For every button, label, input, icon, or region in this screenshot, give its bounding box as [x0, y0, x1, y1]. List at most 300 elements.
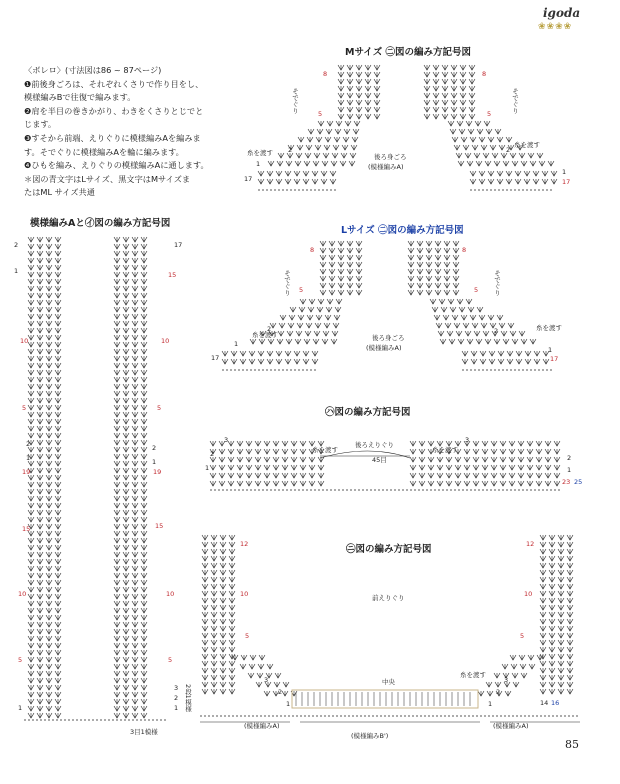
row-number: 8	[323, 70, 328, 78]
row-number: 10	[20, 337, 29, 345]
stitch-row	[114, 279, 147, 284]
stitch-row	[114, 482, 147, 487]
stitch-row	[456, 153, 543, 158]
stitch-row	[28, 636, 61, 641]
stitch-row	[114, 468, 147, 473]
stitch-row	[114, 265, 147, 270]
stitch-row	[540, 591, 573, 596]
stitch-row	[432, 307, 483, 312]
brand-logo: igoda	[543, 6, 581, 20]
stitch-row	[28, 447, 61, 452]
stitch-row	[202, 577, 235, 582]
row-number: 3	[504, 676, 509, 684]
stitch-row	[540, 584, 573, 589]
stitch-row	[202, 640, 235, 645]
stitch-row	[540, 689, 573, 694]
stitch-row	[210, 481, 324, 486]
stitch-row	[250, 339, 337, 344]
stitch-row	[202, 542, 235, 547]
stitch-row	[424, 65, 475, 70]
stitch-row	[28, 496, 61, 501]
stitch-row	[438, 331, 525, 336]
stitch-row	[28, 265, 61, 270]
row-number: 3	[264, 676, 269, 684]
stitch-row	[114, 244, 147, 249]
instruction-line: ❶前後身ごろは、それぞれくさりで作り目をし、	[24, 78, 204, 89]
row-number: 12	[526, 540, 535, 548]
diagram-ni-middle-label: 中央	[382, 678, 395, 686]
stitch-row	[540, 563, 573, 568]
row-number: 1	[18, 704, 23, 712]
stitch-row	[114, 573, 147, 578]
stitch-row	[114, 363, 147, 368]
stitch-row	[28, 517, 61, 522]
stitch-row	[114, 559, 147, 564]
row-number: 1	[548, 346, 553, 354]
stitch-row	[540, 668, 573, 673]
stitch-row	[408, 262, 459, 267]
stitch-row	[114, 601, 147, 606]
stitch-row	[114, 426, 147, 431]
stitch-row	[540, 577, 573, 582]
row-number: 23	[562, 478, 571, 486]
stitch-row	[114, 433, 147, 438]
row-number: 17	[550, 355, 559, 363]
stitch-row	[338, 86, 380, 91]
stitch-row	[540, 598, 573, 603]
stitch-row	[320, 269, 362, 274]
bracket-row: 3	[174, 684, 179, 692]
stitch-row	[28, 713, 61, 718]
stitch-row	[210, 449, 324, 454]
stitch-row	[540, 640, 573, 645]
stitch-row	[202, 654, 235, 659]
stitch-row	[28, 510, 61, 515]
row-number: 1	[14, 267, 19, 275]
row-number: 10	[18, 590, 27, 598]
stitch-row	[28, 405, 61, 410]
stitch-row	[240, 664, 273, 669]
row-number: 8	[310, 246, 315, 254]
stitch-row	[114, 713, 147, 718]
stitch-row	[28, 503, 61, 508]
row-number: 1	[205, 464, 210, 472]
stitch-row	[28, 370, 61, 375]
stitch-row	[494, 673, 527, 678]
stitch-row	[28, 475, 61, 480]
row-number: 10	[161, 337, 170, 345]
stitch-row	[540, 626, 573, 631]
row-number: 15	[168, 271, 177, 279]
stitch-row	[502, 664, 535, 669]
diagram-ha-thread-label: 糸を渡す	[312, 446, 338, 454]
row-number: 5	[168, 656, 173, 664]
stitch-row	[114, 237, 147, 242]
stitch-row	[28, 608, 61, 613]
row-number: 2	[496, 688, 501, 696]
stitch-row	[202, 612, 235, 617]
stitch-row	[28, 622, 61, 627]
stitch-row	[202, 675, 235, 680]
stitch-row	[458, 161, 554, 166]
row-number: 5	[18, 656, 23, 664]
stitch-row	[114, 587, 147, 592]
diagram-ha-thread-label-right: 糸を渡す	[432, 446, 458, 454]
stitch-row	[28, 314, 61, 319]
row-number: 2	[210, 450, 215, 458]
stitch-row	[202, 647, 235, 652]
row-number: 14	[540, 699, 549, 707]
bracket-label: 2段1模様	[184, 684, 192, 712]
stitch-row	[114, 685, 147, 690]
stitch-row	[114, 538, 147, 543]
stitch-row	[478, 691, 511, 696]
stitch-row	[114, 293, 147, 298]
stitch-row	[202, 626, 235, 631]
stitch-row	[202, 689, 235, 694]
stitch-row	[114, 258, 147, 263]
stitch-row	[202, 668, 235, 673]
stitch-row	[202, 598, 235, 603]
stitch-row	[114, 622, 147, 627]
stitch-row	[28, 363, 61, 368]
stitch-row	[114, 307, 147, 312]
stitch-row	[320, 262, 362, 267]
stitch-row	[114, 272, 147, 277]
row-number: 17	[174, 241, 183, 249]
stitch-row	[408, 255, 459, 260]
row-number: 19	[153, 468, 162, 476]
stitch-row	[28, 699, 61, 704]
stitch-row	[28, 601, 61, 606]
row-number: 2	[288, 146, 293, 154]
stitch-row	[268, 161, 355, 166]
stitch-row	[114, 566, 147, 571]
stitch-row	[28, 538, 61, 543]
row-number: 5	[318, 110, 323, 118]
stitch-row	[28, 328, 61, 333]
diagram-ni-pattern-b: (模様編みB')	[351, 732, 389, 740]
stitch-row	[280, 315, 340, 320]
stitch-row	[114, 580, 147, 585]
stitch-row	[28, 412, 61, 417]
instruction-line: 模様編みBで往復で編みます。	[24, 92, 136, 103]
stitch-row	[540, 654, 573, 659]
stitch-row	[114, 678, 147, 683]
diagram-ni-pattern-a-left: (模様編みA)	[244, 722, 280, 730]
row-number: 8	[482, 70, 487, 78]
stitch-row	[320, 248, 362, 253]
stitch-row	[202, 535, 235, 540]
row-number: 1	[286, 700, 291, 708]
stitch-row	[28, 272, 61, 277]
stitch-row	[28, 307, 61, 312]
stitch-row	[28, 706, 61, 711]
stitch-row	[114, 398, 147, 403]
stitch-row	[28, 258, 61, 263]
stitch-row	[28, 573, 61, 578]
stitch-row	[540, 542, 573, 547]
stitch-row	[114, 321, 147, 326]
stitch-row	[410, 481, 560, 486]
stitch-row	[28, 398, 61, 403]
row-number: 3	[465, 436, 470, 444]
row-number: 2	[152, 444, 157, 452]
stitch-row	[202, 549, 235, 554]
stitch-row	[114, 300, 147, 305]
row-number: 17	[244, 175, 253, 183]
stitch-row	[114, 405, 147, 410]
diagram-l-title: Lサイズ ㊁図の編み方記号図	[341, 225, 464, 236]
stitch-row	[222, 351, 318, 356]
instruction-line: 〈ボレロ〉(寸法図は86 ~ 87ページ)	[24, 65, 162, 75]
diagram-ha-center-label: 後ろえりぐり	[355, 441, 394, 449]
row-number: 2	[567, 454, 572, 462]
stitch-row	[28, 685, 61, 690]
stitch-row	[256, 682, 289, 687]
stitch-row	[338, 72, 380, 77]
row-number: 8	[462, 246, 467, 254]
stitch-row	[320, 255, 362, 260]
row-number: 17	[562, 178, 571, 186]
instruction-line: す。そでぐりに模様編みAを輪に編みます。	[24, 146, 184, 157]
stitch-row	[202, 605, 235, 610]
stitch-row	[28, 664, 61, 669]
stitch-row	[28, 692, 61, 697]
stitch-row	[28, 559, 61, 564]
stitch-row	[408, 269, 459, 274]
stitch-row	[320, 283, 362, 288]
diagram-ni-center-label: 前えりぐり	[372, 594, 405, 602]
stitch-row	[28, 468, 61, 473]
stitch-row	[258, 171, 336, 176]
stitch-row	[114, 629, 147, 634]
stitch-row	[114, 419, 147, 424]
diagram-ha-count-label: 45目	[372, 456, 387, 464]
stitch-row	[338, 93, 380, 98]
stitch-row	[114, 377, 147, 382]
stitch-row	[462, 359, 549, 364]
stitch-row	[258, 179, 336, 184]
stitch-row	[114, 608, 147, 613]
row-number: 2	[278, 688, 283, 696]
stitch-row	[202, 661, 235, 666]
stitch-row	[222, 359, 318, 364]
stitch-row	[434, 315, 503, 320]
stitch-row	[28, 594, 61, 599]
row-number: 5	[487, 110, 492, 118]
stitch-row	[28, 580, 61, 585]
stitch-row	[114, 454, 147, 459]
stitch-row	[28, 531, 61, 536]
stitch-row	[486, 682, 519, 687]
stitch-row	[540, 535, 573, 540]
stitch-row	[28, 657, 61, 662]
stitch-row	[114, 286, 147, 291]
row-number: 2	[267, 325, 272, 333]
diagram-m-center-label: 後ろ身ごろ	[374, 153, 407, 161]
row-number: 15	[22, 525, 31, 533]
row-number: 12	[240, 540, 249, 548]
stitch-row	[202, 633, 235, 638]
row-number: 1	[234, 340, 239, 348]
stitch-row	[114, 552, 147, 557]
page-number: 85	[565, 738, 579, 751]
stitch-row	[424, 79, 475, 84]
stitch-row	[114, 328, 147, 333]
stitch-row	[114, 594, 147, 599]
row-number: 15	[155, 522, 164, 530]
stitch-row	[28, 251, 61, 256]
stitch-row	[28, 671, 61, 676]
stitch-row	[202, 619, 235, 624]
stitch-row	[470, 179, 557, 184]
stitch-row	[430, 299, 472, 304]
stitch-row	[540, 661, 573, 666]
stitch-row	[298, 137, 358, 142]
stitch-row	[114, 335, 147, 340]
stitch-row	[114, 692, 147, 697]
bracket-row: 1	[174, 704, 179, 712]
diagram-ha-title: ㋩図の編み方記号図	[325, 407, 411, 418]
stitch-row	[114, 524, 147, 529]
diagram-l-armhole-left: そでぐり	[283, 270, 291, 296]
stitch-row	[28, 454, 61, 459]
stitch-row	[114, 461, 147, 466]
stitch-row	[410, 473, 560, 478]
stitch-row	[28, 482, 61, 487]
stitch-row	[114, 475, 147, 480]
row-number-l: 25	[574, 478, 583, 486]
row-number: 2	[494, 327, 499, 335]
stitch-row	[202, 563, 235, 568]
stitch-row	[28, 461, 61, 466]
stitch-row	[28, 643, 61, 648]
stitch-row	[320, 276, 362, 281]
row-number: 2	[14, 241, 19, 249]
stitch-row	[202, 570, 235, 575]
row-number: 3	[224, 436, 229, 444]
stitch-row	[114, 706, 147, 711]
instruction-line: ＊図の青文字はLサイズ、黒文字はMサイズま	[24, 173, 191, 184]
stitch-row	[28, 615, 61, 620]
stitch-row	[28, 587, 61, 592]
row-number: 2	[506, 146, 511, 154]
stitch-row	[28, 650, 61, 655]
stitch-row	[320, 290, 362, 295]
stitch-row	[114, 496, 147, 501]
diagram-a-title: 模様編みAと㋑図の編み方記号図	[30, 218, 171, 229]
stitch-row	[114, 447, 147, 452]
stitch-row	[114, 349, 147, 354]
stitch-row	[114, 370, 147, 375]
stitch-row	[28, 300, 61, 305]
stitch-row	[540, 612, 573, 617]
stitch-row	[540, 549, 573, 554]
stitch-row	[300, 299, 342, 304]
stitch-row	[114, 664, 147, 669]
stitch-row	[114, 440, 147, 445]
stitch-row	[28, 335, 61, 340]
stitch-row	[338, 114, 380, 119]
stitch-row	[440, 339, 536, 344]
diagram-m-thread-label: 糸を渡す	[514, 141, 540, 149]
stitch-row	[114, 384, 147, 389]
stitch-row	[28, 293, 61, 298]
stitch-row	[28, 279, 61, 284]
stitch-row	[114, 657, 147, 662]
stitch-row	[28, 489, 61, 494]
row-number: 2	[26, 440, 31, 448]
stitch-row	[338, 100, 380, 105]
bracket-row: 2	[174, 694, 179, 702]
stitch-row	[424, 86, 475, 91]
diagram-l-center-label: 後ろ身ごろ	[372, 334, 405, 342]
stitch-row	[202, 682, 235, 687]
stitch-row	[28, 384, 61, 389]
row-number: 1	[488, 700, 493, 708]
stitch-row	[114, 517, 147, 522]
stitch-row	[114, 510, 147, 515]
stitch-row	[28, 321, 61, 326]
stitch-row	[202, 591, 235, 596]
row-number: 10	[524, 590, 533, 598]
stitch-row	[28, 545, 61, 550]
row-number: 1	[26, 454, 31, 462]
stitch-row	[338, 107, 380, 112]
stitch-row	[320, 241, 362, 246]
stitch-row	[114, 251, 147, 256]
row-number-l: 16	[551, 699, 560, 707]
brand-ornament: ❀❀❀❀	[538, 22, 573, 32]
instruction-line: ❷肩を半目の巻きかがり、わきをくさりとじでと	[24, 105, 204, 116]
diagram-m-armhole-right: そでぐり	[511, 88, 519, 114]
diagram-m-thread-label-left: 糸を渡す	[247, 149, 273, 157]
stitch-row	[448, 121, 490, 126]
stitch-row	[338, 65, 380, 70]
stitch-row	[210, 473, 324, 478]
stitch-row	[424, 100, 475, 105]
stitch-row	[408, 248, 459, 253]
row-number: 17	[211, 354, 220, 362]
stitch-row	[114, 342, 147, 347]
instruction-line: ❸すそから前端、えりぐりに模様編みAを編みま	[24, 132, 201, 143]
row-number: 5	[474, 286, 479, 294]
stitch-row	[270, 323, 339, 328]
stitch-row	[114, 545, 147, 550]
stitch-row	[202, 556, 235, 561]
stitch-row	[28, 349, 61, 354]
stitch-row	[28, 566, 61, 571]
stitch-row	[28, 419, 61, 424]
stitch-row	[28, 552, 61, 557]
stitch-row	[114, 643, 147, 648]
stitch-row	[114, 636, 147, 641]
stitch-row	[28, 524, 61, 529]
stitch-row	[436, 323, 514, 328]
stitch-row	[540, 675, 573, 680]
stitch-row	[288, 145, 357, 150]
row-number: 19	[22, 468, 31, 476]
stitch-row	[28, 237, 61, 242]
row-number: 5	[245, 632, 250, 640]
stitch-row	[114, 699, 147, 704]
stitch-row	[540, 647, 573, 652]
stitch-row	[210, 457, 324, 462]
stitch-row	[28, 440, 61, 445]
stitch-row	[114, 650, 147, 655]
stitch-row	[540, 556, 573, 561]
